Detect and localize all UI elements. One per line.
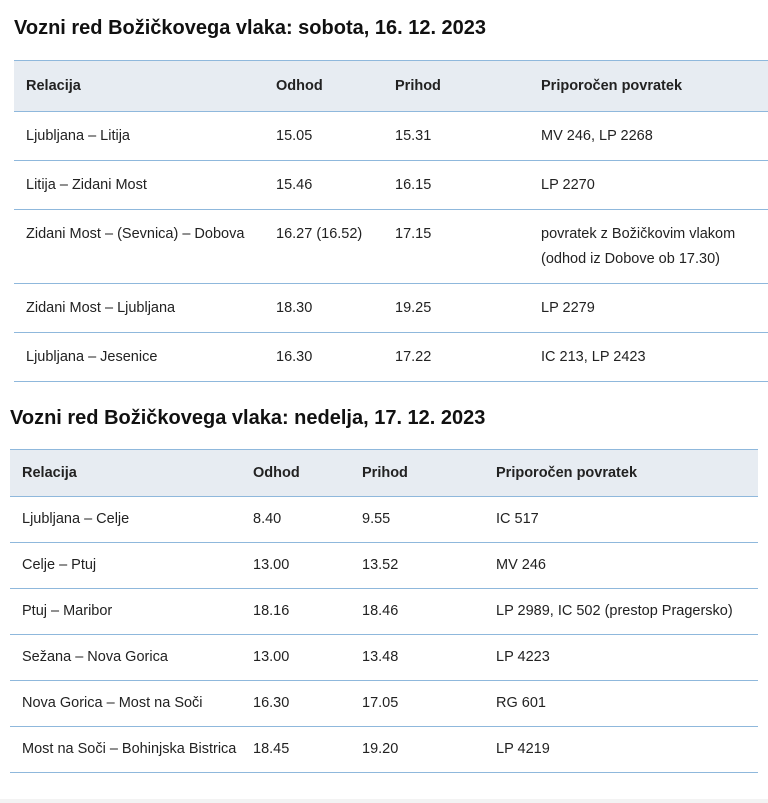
- arrival-cell: 17.05: [362, 695, 399, 711]
- sunday-schedule-title: Vozni red Božičkovega vlaka: nedelja, 17. 12. 2023: [10, 407, 486, 429]
- return-cell: LP 2270: [541, 177, 595, 193]
- route-cell: Nova Gorica – Most na Soči: [22, 695, 203, 711]
- table-row: [10, 681, 758, 727]
- table-header-row: [10, 450, 758, 497]
- departure-cell: 16.27 (16.52): [276, 226, 363, 242]
- arrival-cell: 17.22: [395, 349, 432, 365]
- table-row: [10, 727, 758, 773]
- route-cell: Ljubljana – Litija: [26, 128, 130, 144]
- departure-cell: 13.00: [253, 649, 290, 665]
- column-header-odhod: Odhod: [253, 465, 300, 481]
- route-cell: Ljubljana – Jesenice: [26, 349, 158, 365]
- arrival-cell: 18.46: [362, 603, 399, 619]
- arrival-cell: 19.25: [395, 300, 432, 316]
- saturday-timetable: [14, 60, 768, 382]
- arrival-cell: 9.55: [362, 511, 391, 527]
- departure-cell: 16.30: [253, 695, 290, 711]
- table-row: [14, 333, 768, 382]
- departure-cell: 15.05: [276, 128, 313, 144]
- return-cell: LP 4219: [496, 741, 550, 757]
- departure-cell: 18.30: [276, 300, 313, 316]
- return-cell: IC 517: [496, 511, 539, 527]
- route-cell: Ptuj – Maribor: [22, 603, 113, 619]
- arrival-cell: 13.48: [362, 649, 399, 665]
- route-cell: Ljubljana – Celje: [22, 511, 130, 527]
- arrival-cell: 13.52: [362, 557, 399, 573]
- route-cell: Zidani Most – Ljubljana: [26, 300, 176, 316]
- table-row: [14, 112, 768, 161]
- departure-cell: 8.40: [253, 511, 282, 527]
- return-cell: LP 4223: [496, 649, 550, 665]
- column-header-povratek: Priporočen povratek: [541, 78, 683, 94]
- table-header-row: [14, 61, 768, 112]
- column-header-prihod: Prihod: [395, 78, 441, 94]
- table-row: [10, 589, 758, 635]
- column-header-prihod: Prihod: [362, 465, 408, 481]
- return-cell: LP 2989, IC 502 (prestop Pragersko): [496, 603, 733, 619]
- route-cell: Most na Soči – Bohinjska Bistrica: [22, 741, 237, 757]
- page-bottom-edge: [0, 799, 768, 803]
- return-cell: LP 2279: [541, 300, 595, 316]
- column-header-relacija: Relacija: [26, 78, 81, 94]
- table-row: [10, 543, 758, 589]
- sunday-timetable: [10, 449, 758, 773]
- route-cell: Zidani Most – (Sevnica) – Dobova: [26, 226, 245, 242]
- return-cell: povratek z Božičkovim vlakom (odhod iz Dobove ob 17.30): [541, 226, 736, 267]
- table-row: [14, 284, 768, 333]
- return-cell: MV 246: [496, 557, 546, 573]
- column-header-relacija: Relacija: [22, 465, 77, 481]
- table-row: [10, 497, 758, 543]
- table-row: [10, 635, 758, 681]
- departure-cell: 18.16: [253, 603, 290, 619]
- route-cell: Sežana – Nova Gorica: [22, 649, 168, 665]
- table-row: [14, 210, 768, 284]
- departure-cell: 16.30: [276, 349, 313, 365]
- table-row: [14, 161, 768, 210]
- column-header-povratek: Priporočen povratek: [496, 465, 638, 481]
- return-cell: RG 601: [496, 695, 546, 711]
- arrival-cell: 17.15: [395, 226, 432, 242]
- route-cell: Litija – Zidani Most: [26, 177, 147, 193]
- arrival-cell: 15.31: [395, 128, 432, 144]
- departure-cell: 13.00: [253, 557, 290, 573]
- saturday-schedule-title: Vozni red Božičkovega vlaka: sobota, 16. 12. 2023: [14, 17, 487, 39]
- column-header-odhod: Odhod: [276, 78, 323, 94]
- return-cell: MV 246, LP 2268: [541, 128, 653, 144]
- return-cell: IC 213, LP 2423: [541, 349, 646, 365]
- departure-cell: 18.45: [253, 741, 290, 757]
- arrival-cell: 16.15: [395, 177, 432, 193]
- departure-cell: 15.46: [276, 177, 313, 193]
- route-cell: Celje – Ptuj: [22, 557, 97, 573]
- arrival-cell: 19.20: [362, 741, 399, 757]
